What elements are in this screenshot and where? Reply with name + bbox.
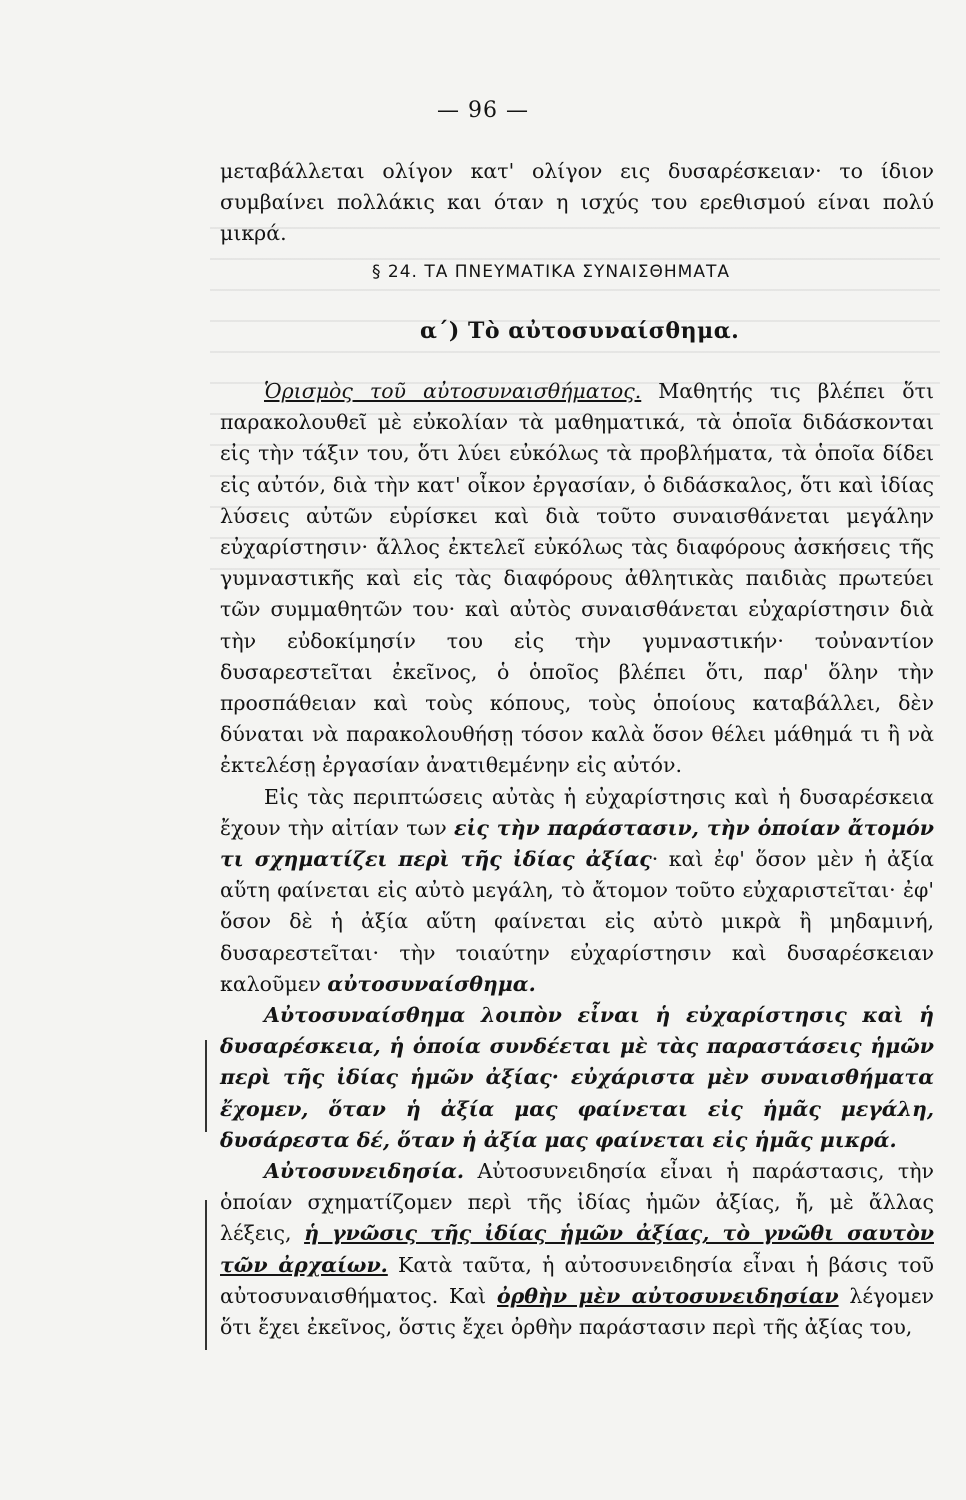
paragraph-self-awareness xyxy=(220,1156,934,1343)
definition-lead: Ὁρισμὸς τοῦ αὐτοσυναισθήματος. xyxy=(264,379,642,403)
main-text xyxy=(220,376,934,1343)
summary-text: Αὐτοσυναίσθημα λοιπὸν εἶναι ἡ εὐχαρίστησις καὶ ἡ δυσαρέσκεια, ἡ ὁποία συνδέεται μὲ τὰς παραστάσεις ἡμῶν περὶ τῆς ἰδίας ἡμῶν ἀξίας· εὐχάριστα μὲν συναισθήματα ἔχομεν, ὅταν ἡ ἀξία μας φαίνεται εἰς ἡμᾶς μεγάλη, δυσάρεστα δέ, ὅταν ἡ ἀξία μας φαίνεται εἰς ἡμᾶς μικρά. xyxy=(220,1003,934,1152)
self-awareness-text-f: λέγομεν ὅτι ἔχει ἐκεῖνος, ὅστις ἔχει ὀρθὴν παράστασιν περὶ τῆς ἀξίας του, xyxy=(220,1283,934,1340)
cases-term: αὐτοσυναίσθημα. xyxy=(327,971,536,996)
cases-text-a: Εἰς τὰς περιπτώσεις αὐτὰς ἡ εὐχαρίστησις καὶ ἡ δυσαρέσκεια ἔχουν τὴν αἰτίαν των xyxy=(220,784,934,840)
page-number: — 96 — xyxy=(437,98,529,123)
margin-line xyxy=(205,1040,207,1132)
subheading: α΄) Τὸ αὐτοσυναίσθημα. xyxy=(420,318,740,344)
paragraph-definition-summary xyxy=(220,1000,934,1156)
self-awareness-term: ὀρθὴν μὲν αὐτοσυνειδησίαν xyxy=(497,1283,839,1308)
cases-emphasis: εἰς τὴν παράστασιν, τὴν ὁποίαν ἄτομόν τι σχηματίζει περὶ τῆς ἰδίας ἀξίας xyxy=(220,815,934,872)
self-awareness-text-d: Κατὰ ταῦτα, ἡ αὐτοσυνειδησία εἶναι ἡ βάσις τοῦ αὐτοσυναισθήματος. Καὶ xyxy=(220,1252,934,1308)
margin-line xyxy=(205,1200,207,1350)
intro-paragraph xyxy=(220,156,934,250)
self-awareness-emphasis: ἡ γνῶσις τῆς ἰδίας ἡμῶν ἀξίας, τὸ γνῶθι σαυτὸν τῶν ἀρχαίων. xyxy=(220,1221,934,1277)
section-heading: § 24. ΤΑ ΠΝΕΥΜΑΤΙΚΑ ΣΥΝΑΙΣΘΗΜΑΤΑ xyxy=(372,262,730,282)
paragraph-definition xyxy=(220,376,934,782)
definition-text: Μαθητής τις βλέπει ὅτι παρακολουθεῖ μὲ εὐκολίαν τὰ μαθηματικά, τὰ ὁποῖα διδάσκονται εἰς τὴν τάξιν του, ὅτι λύει εὐκόλως τὰ προβλήματα, τὰ ὁποῖα δίδει εἰς αὐτόν, διὰ τὴν κατ' οἶκον ἐργασίαν, ὁ διδάσκαλος, ὅτι καὶ ἰδίας λύσεις αὐτῶν εὑρίσκει καὶ διὰ τοῦτο συναισθάνεται μεγάλην εὐχαρίστησιν· ἄλλος ἐκτελεῖ εὐκόλως τὰς διαφόρους ἀσκήσεις τῆς γυμναστικῆς καὶ εἰς τὰς διαφόρους ἀθλητικὰς παιδιὰς πρωτεύει τῶν συμμαθητῶν του· καὶ αὐτὸς συναισθάνεται εὐχαρίστησιν διὰ τὴν εὐδοκίμησίν του εἰς τὴν γυμναστικήν· τοὐναντίον δυσαρεστεῖται ἐκεῖνος, ὁ ὁποῖος βλέπει ὅτι, παρ' ὅλην τὴν προσπάθειαν καὶ τοὺς κόπους, τοὺς ὁποίους καταβάλλει, δὲν δύναται νὰ παρακολουθήσῃ τόσον καλὰ ὅσον θέλει μάθημά τι ἢ νὰ ἐκτελέσῃ ἐργασίαν ἀνατιθεμένην εἰς αὐτόν. xyxy=(220,379,934,778)
paragraph-cases xyxy=(220,782,934,1000)
intro-text: μεταβάλλεται ολίγον κατ' ολίγον εις δυσαρέσκειαν· το ίδιον συμβαίνει πολλάκις και όταν η ισχύς του ερεθισμού είναι πολύ μικρά. xyxy=(220,159,934,246)
self-awareness-lead: Αὐτοσυνειδησία. xyxy=(264,1159,465,1184)
cases-text-c: · καὶ ἐφ' ὅσον μὲν ἡ ἀξία αὕτη φαίνεται εἰς αὐτὸ μεγάλη, τὸ ἄτομον τοῦτο εὐχαριστεῖται· ἐφ' ὅσον δὲ ἡ ἀξία αὕτη φαίνεται εἰς αὐτὸ μικρὰ ἢ μηδαμινή, δυσαρεστεῖται· τὴν τοιαύτην εὐχαρίστησιν καὶ δυσαρέσκειαν καλοῦμεν xyxy=(220,847,934,996)
self-awareness-text-b: Αὐτοσυνειδησία εἶναι ἡ παράστασις, τὴν ὁποίαν σχηματίζομεν περὶ τῆς ἰδίας ἡμῶν ἀξίας, ἤ, μὲ ἄλλας λέξεις, xyxy=(220,1159,934,1246)
